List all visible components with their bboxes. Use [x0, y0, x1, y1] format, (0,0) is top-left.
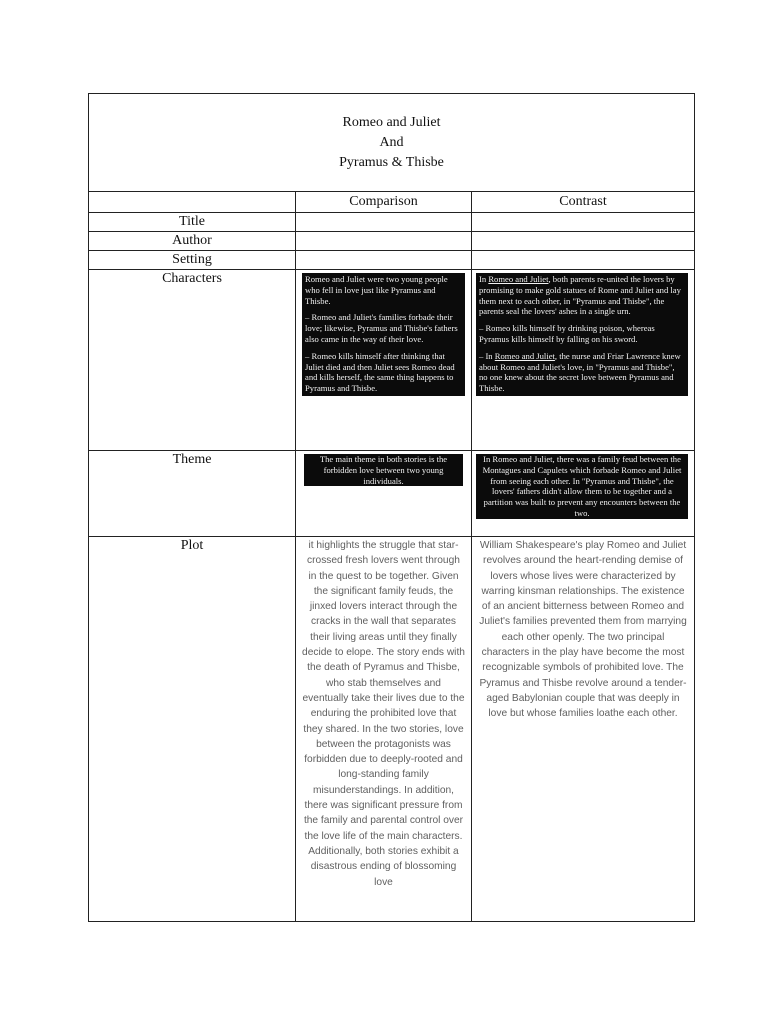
author-row [89, 232, 695, 251]
theme-comparison-cell [296, 451, 472, 537]
plot-comparison-cell [296, 537, 472, 922]
theme-comparison-text: The main theme in both stories is the forbidden love between two young individuals. [304, 454, 463, 486]
theme-contrast-cell [472, 451, 695, 537]
underlined-title: Romeo and Juliet [488, 274, 549, 284]
plot-row [89, 537, 695, 922]
row-label-title: Title [89, 213, 296, 232]
underlined-title: Romeo and Juliet [494, 350, 555, 361]
header-contrast: Contrast [472, 192, 695, 213]
characters-comparison-p3: – Romeo kills himself after thinking that Juliet died and then Juliet sees Romeo dead and kills herself, the same thing happens to Pyramus and Thisbe. [305, 350, 455, 394]
author-comparison-cell [296, 232, 472, 251]
title-line-2: And [379, 134, 404, 150]
characters-contrast-p3 [479, 351, 685, 394]
theme-contrast-text: In Romeo and Juliet, there was a family feud between the Montagues and Capulets which forbade Romeo and Juliet from seeing each other. In "Pyramus and Thisbe", the lovers' fathers didn't allow them to be together and a partition was built to prevent any encounters between the two. [476, 454, 688, 519]
text-segment: , both parents re-united the lovers by promising to make gold statues of Rome and Juliet and lay them next to each other, in "Pyramus and Thisbe", the parents seal the lovers' ashes in a single urn. [479, 274, 681, 317]
characters-contrast-cell [472, 270, 695, 451]
row-label-theme: Theme [89, 451, 296, 537]
comparison-table [88, 93, 695, 922]
author-contrast-cell [472, 232, 695, 251]
row-label-characters: Characters [89, 270, 296, 451]
header-row [89, 192, 695, 213]
plot-contrast-text: William Shakespeare's play Romeo and Juliet revolves around the heart-rending demise of lovers whose lives were characterized by warring kinsman relationships. The existence of an ancient bitterness between Romeo and Juliet's families prevented them from marrying each other openly. The two principal characters in the play have become the most recognizable symbols of prohibited love. The Pyramus and Thisbe revolve around a tender-aged Babylonian couple that was deeply in love but whose families loathe each other. [479, 540, 687, 720]
characters-row [89, 270, 695, 451]
characters-comparison-p2: – Romeo and Juliet's families forbade their love; likewise, Pyramus and Thisbe's fathers also came in the way of their love. [305, 312, 458, 344]
title-row [89, 94, 695, 192]
row-label-setting: Setting [89, 251, 296, 270]
row-label-plot: Plot [89, 537, 296, 922]
text-segment: In [479, 274, 489, 284]
plot-comparison-text: it highlights the struggle that star-crossed fresh lovers went through in the quest to be together. Given the significant family feuds, the jinxed lovers interact through the cracks in the wall that separates their living areas until they finally decide to elope. The story ends with the death of Pyramus and Thisbe, who stab themselves and eventually take their lives due to the enduring the prohibited love that they shared. In the two stories, love between the protagonists was forbidden due to deeply-rooted and long-standing family misunderstandings. In addition, there was significant pressure from the family and parental control over the love life of the main characters. Additionally, both stories exhibit a disastrous ending of blossoming love [302, 540, 465, 888]
title-contrast-cell [472, 213, 695, 232]
plot-contrast-cell [472, 537, 695, 922]
characters-contrast-p2: – Romeo kills himself by drinking poison, whereas Pyramus kills himself by falling on his sword. [479, 323, 655, 344]
setting-row [89, 251, 695, 270]
row-label-author: Author [89, 232, 296, 251]
header-empty-cell [89, 192, 296, 213]
title-line-3: Pyramus & Thisbe [339, 154, 444, 170]
header-comparison: Comparison [296, 192, 472, 213]
characters-comparison-cell [296, 270, 472, 451]
setting-contrast-cell [472, 251, 695, 270]
title-row-item [89, 213, 695, 232]
characters-comparison-text [302, 273, 465, 396]
title-comparison-cell [296, 213, 472, 232]
document-title [89, 94, 695, 192]
title-line-1: Romeo and Juliet [342, 114, 441, 130]
characters-contrast-p1 [479, 274, 685, 317]
text-segment: – In [479, 350, 495, 361]
theme-row [89, 451, 695, 537]
characters-contrast-text [476, 273, 688, 396]
characters-comparison-p1: Romeo and Juliet were two young people who fell in love just like Pyramus and Thisbe. [305, 274, 448, 306]
setting-comparison-cell [296, 251, 472, 270]
text-segment: , the nurse and Friar Lawrence knew about Romeo and Juliet's love, in "Pyramus and Thisbe", no one knew about the secret love between Pyramus and Thisbe. [479, 350, 681, 394]
